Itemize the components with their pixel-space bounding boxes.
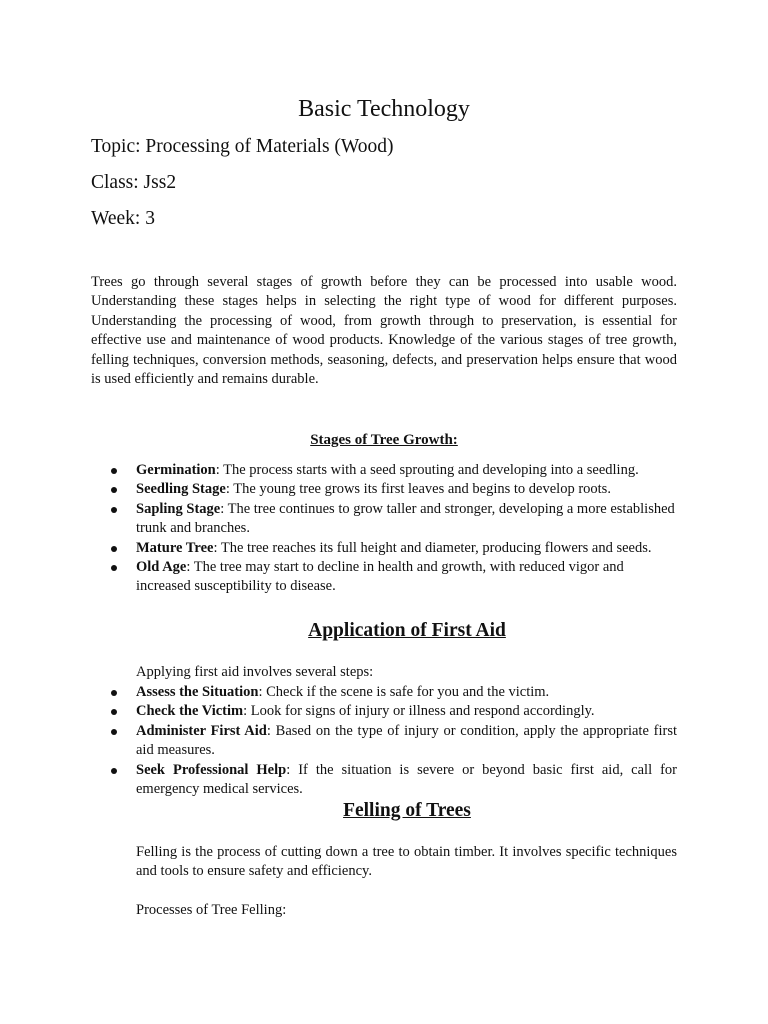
item-term: Seedling Stage (136, 481, 226, 498)
item-desc: : The tree continues to grow taller and stronger, developing a more established trunk and branches. (136, 500, 675, 537)
felling-heading: Felling of Trees (343, 800, 471, 821)
item-desc: : Based on the type of injury or condition, apply the appropriate first aid measures. (136, 722, 678, 759)
item-desc: : The tree reaches its full height and diameter, producing flowers and seeds. (213, 539, 652, 556)
list-item (136, 702, 677, 721)
item-term: Sapling Stage (136, 500, 221, 517)
item-term: Administer First Aid (136, 722, 267, 739)
felling-processes-label: Processes of Tree Felling: (136, 902, 287, 918)
bullet-icon (111, 487, 117, 493)
felling-paragraph: Felling is the process of cutting down a tree to obtain timber. It involves specific techniques and tools to ensure safety and efficiency. (136, 844, 677, 880)
list-item (136, 722, 677, 761)
list-item (136, 539, 677, 558)
item-term: Assess the Situation (136, 684, 259, 700)
list-item (136, 761, 677, 800)
first-aid-intro: Applying first aid involves several steps: (136, 664, 374, 680)
bullet-icon (111, 729, 117, 735)
first-aid-heading: Application of First Aid (308, 620, 506, 641)
stages-list (136, 461, 677, 597)
item-desc: : Check if the scene is safe for you and the victim. (258, 684, 550, 700)
bullet-icon (111, 768, 117, 774)
bullet-icon (111, 709, 117, 715)
item-desc: : If the situation is severe or beyond basic first aid, call for emergency medical services. (136, 761, 677, 798)
intro-paragraph: Trees go through several stages of growth before they can be processed into usable wood. Understanding these stages helps in selecting the right type of wood for different purposes. Understanding the processing of wood, from growth through to preservation, is essential for effective use and maintenance of wood products. Knowledge of the various stages of tree growth, felling techniques, conversion methods, seasoning, defects, and preservation helps ensure that wood is used efficiently and remains durable. (91, 274, 677, 388)
list-item (136, 461, 677, 480)
class-line: Class: Jss2 (91, 172, 177, 193)
bullet-icon (111, 565, 117, 571)
item-term: Check the Victim (136, 703, 244, 720)
bullet-icon (111, 690, 117, 696)
stages-heading: Stages of Tree Growth: (310, 432, 458, 448)
item-term: Old Age (136, 559, 187, 576)
list-item (136, 480, 677, 499)
bullet-icon (111, 546, 117, 552)
bullet-icon (111, 468, 117, 474)
item-desc: : The tree may start to decline in health and growth, with reduced vigor and increased susceptibility to disease. (136, 559, 624, 595)
item-desc: : Look for signs of injury or illness and respond accordingly. (243, 703, 595, 720)
list-item (136, 500, 677, 539)
list-item (136, 683, 677, 702)
topic-line: Topic: Processing of Materials (Wood) (91, 136, 394, 157)
first-aid-list (136, 683, 677, 799)
bullet-icon (111, 507, 117, 513)
list-item (136, 558, 677, 597)
item-term: Seek Professional Help (136, 761, 287, 778)
document-title: Basic Technology (298, 96, 470, 122)
item-desc: : The process starts with a seed sprouting and developing into a seedling. (215, 462, 639, 478)
item-desc: : The young tree grows its first leaves and begins to develop roots. (225, 481, 611, 498)
week-line: Week: 3 (91, 208, 155, 229)
item-term: Germination (136, 462, 216, 478)
item-term: Mature Tree (136, 539, 214, 556)
